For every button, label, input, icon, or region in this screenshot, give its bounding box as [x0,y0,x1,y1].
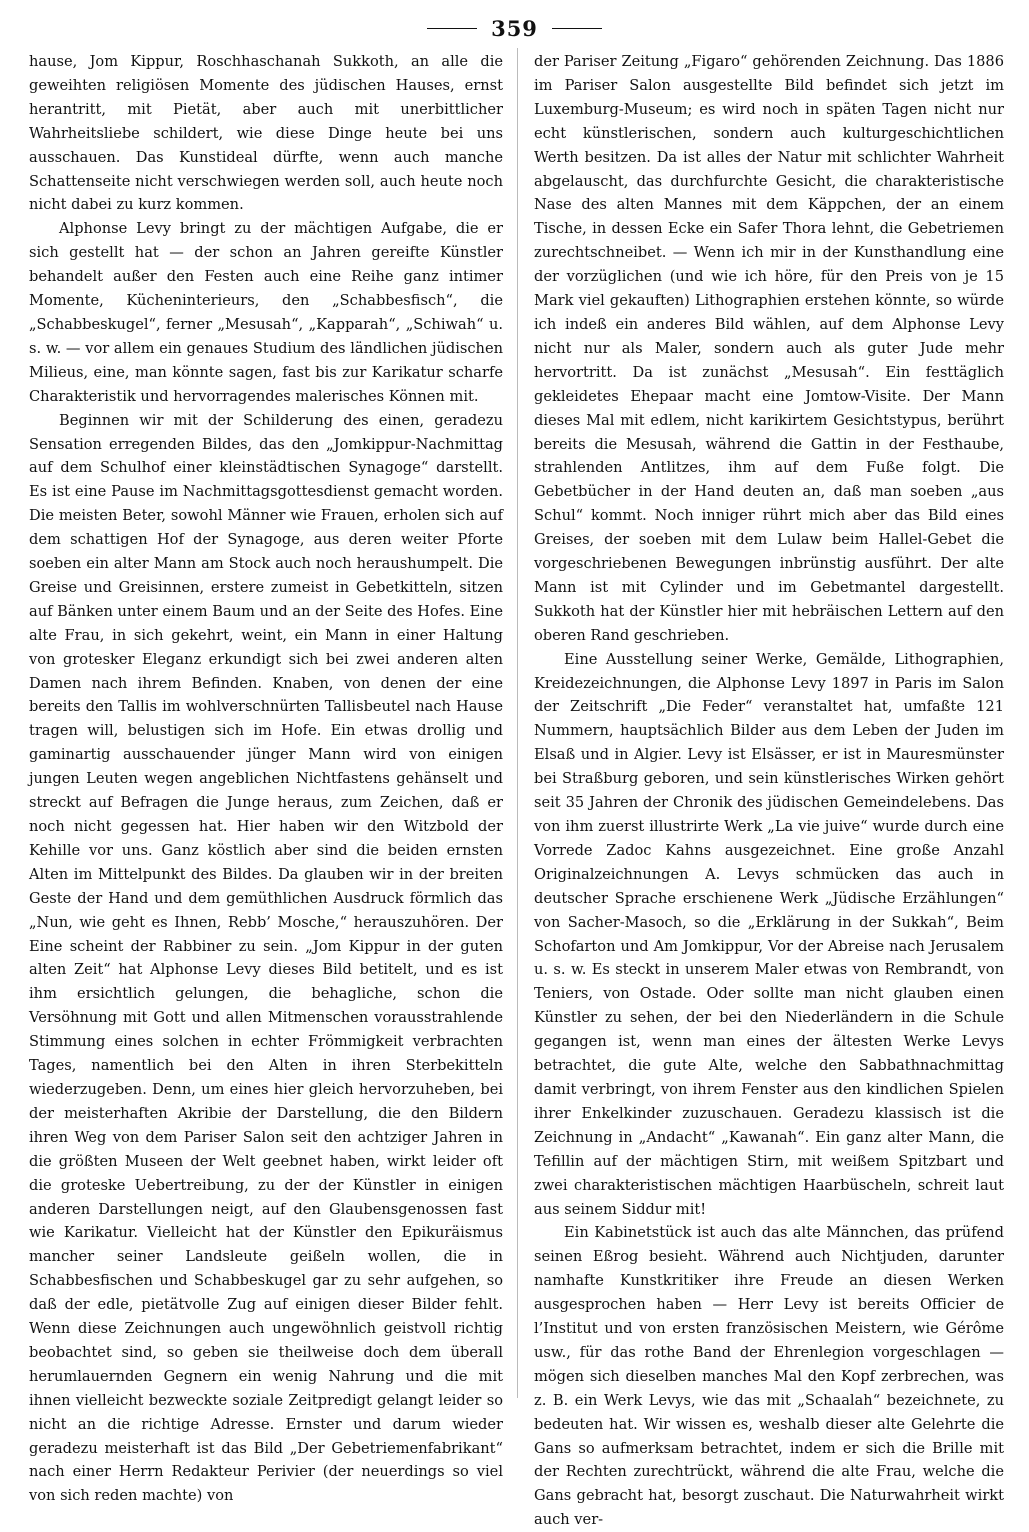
column-divider [517,48,518,1398]
right-column [534,50,1004,1529]
header-rule-right [552,28,602,29]
right-paragraph-2: Eine Ausstellung seiner Werke, Gemälde, Lithographien, Kreidezeichnungen, die Alphonse Levy 1897 in Paris im Salon der Zeitschrift „Die Feder“ veranstaltet hat, umfaßte 121 Nummern, hauptsächlich Bilder aus dem Leben der Juden im Elsaß und in Algier. Levy ist Elsässer, er ist in Mauresmünster bei Straßburg geboren, und sein künstlerisches Wirken gehört seit 35 Jahren der Chronik des jüdischen Gemeindelebens. Das von ihm zuerst illustrirte Werk „La vie juive“ wurde durch eine Vorrede Zadoc Kahns ausgezeichnet. Eine große Anzahl Originalzeichnungen A. Levys schmücken das auch in deutscher Sprache erschienene Werk „Jüdische Erzählungen“ von Sacher-Masoch, so die „Erklärung in der Sukkah“, Beim Schofarton und Am Jomkippur, Vor der Abreise nach Jerusalem u. s. w. Es steckt in unserem Maler etwas von Rembrandt, von Teniers, von Ostade. Oder sollte man nicht glauben einen Künstler zu sehen, der bei den Niederländern in die Schule gegangen ist, wenn man eines der ältesten Werke Levys betrachtet, die gute Alte, welche den Sabbathnachmittag damit verbringt, von ihrem Fenster aus den kindlichen Spielen ihrer Enkelkinder zuzuschauen. Geradezu klassisch ist die Zeichnung in „Andacht“ „Kawanah“. Ein ganz alter Mann, die Tefillin auf der mächtigen Stirn, mit weißem Spitzbart und zwei charakteristischen mächtigen Haarbüscheln, schreit laut aus seinem Siddur mit! [534,650,1004,1218]
left-column [29,50,503,1505]
page-header [0,16,1029,41]
left-paragraph-2: Alphonse Levy bringt zu der mächtigen Aufgabe, die er sich gestellt hat — der schon an Jahren gereifte Künstler behandelt außer den Festen auch eine Reihe ganz intimer Momente, Kücheninterieurs, den „Schabbesfisch“, die „Schabbeskugel“, ferner „Mesusah“, „Kapparah“, „Schiwah“ u. s. w. — vor allem ein genaues Studium des ländlichen jüdischen Milieus, eine, man könnte sagen, fast bis zur Karikatur scharfe Charakteristik und hervorragendes malerisches Können mit. [29,220,503,405]
right-paragraph-1: der Pariser Zeitung „Figaro“ gehörenden Zeichnung. Das 1886 im Pariser Salon ausgestellte Bild befindet sich jetzt im Luxemburg-Museum; es wird noch in späten Tagen nicht nur echt künstlerischen, sondern auch kulturgeschichtlichen Werth besitzen. Da ist alles der Natur mit schlichter Wahrheit abgelauscht, das durchfurchte Gesicht, die charakteristische Nase des alten Mannes mit dem Käppchen, der an einem Tische, in dessen Ecke ein Safer Thora lehnt, die Gebetriemen zurechtschneibet. — Wenn ich mir in der Kunsthandlung eine der vorzüglichen (und wie ich höre, für den Preis von je 15 Mark viel gekauften) Lithographien erstehen könnte, so würde ich indeß ein anderes Bild wählen, auf dem Alphonse Levy nicht nur als Maler, sondern auch als guter Jude mehr hervortritt. Da ist zunächst „Mesusah“. Ein festtäglich gekleidetes Ehepaar macht eine Jomtow-Visite. Der Mann dieses Mal mit edlem, nicht karikirtem Gesichtstypus, berührt bereits die Mesusah, während die Gattin in der Festhaube, strahlenden Antlitzes, ihm auf dem Fuße folgt. Die Gebetbücher in der Hand deuten an, daß man soeben „aus Schul“ kommt. Noch inniger rührt mich aber das Bild eines Greises, der soeben mit dem Lulaw beim Hallel-Gebet die vorgeschriebenen Bewegungen inbrünstig ausführt. Der alte Mann ist mit Cylinder und im Gebetmantel dargestellt. Sukkoth hat der Künstler hier mit hebräischen Lettern auf den oberen Rand geschrieben. [534,53,1004,644]
left-paragraph-1: hause, Jom Kippur, Roschhaschanah Sukkoth, an alle die geweihten religiösen Momente des jüdischen Hauses, ernst herantritt, mit Pietät, aber auch mit unerbittlicher Wahrheitsliebe schildert, wie diese Dinge heute bei uns ausschauen. Das Kunstideal dürfte, wenn auch manche Schattenseite nicht verschwiegen werden soll, auch heute noch nicht dabei zu kurz kommen. [29,53,503,214]
right-paragraph-3: Ein Kabinetstück ist auch das alte Männchen, das prüfend seinen Eßrog besieht. Während auch Nichtjuden, darunter namhafte Kunstkritiker ihre Freude an diesen Werken ausgesprochen haben — Herr Levy ist bereits Officier de l’Institut und von ersten französischen Meistern, wie Gérôme usw., für das rothe Band der Ehrenlegion vorgeschlagen — mögen sich dieselben manches Mal den Kopf zerbrechen, was z. B. ein Werk Levys, wie das mit „Schaalah“ bezeichnete, zu bedeuten hat. Wir wissen es, weshalb dieser alte Gelehrte die Gans so aufmerksam betrachtet, indem er sich die Brille mit der Rechten zurechtrückt, während die alte Frau, welche die Gans gebracht hat, besorgt zuschaut. Die Naturwahrheit wirkt auch ver- [534,1224,1004,1529]
left-paragraph-3: Beginnen wir mit der Schilderung des einen, geradezu Sensation erregenden Bildes, das den „Jomkippur-Nachmittag auf dem Schulhof einer kleinstädtischen Synagoge“ darstellt. Es ist eine Pause im Nachmittagsgottesdienst gemacht worden. Die meisten Beter, sowohl Männer wie Frauen, erholen sich auf dem schattigen Hof der Synagoge, aus deren weiter Pforte soeben ein alter Mann am Stock auch noch heraushumpelt. Die Greise und Greisinnen, erstere zumeist in Gebetkitteln, sitzen auf Bänken unter einem Baum und an der Seite des Hofes. Eine alte Frau, in sich gekehrt, weint, ein Mann in einer Haltung von grotesker Eleganz erkundigt sich bei zwei anderen alten Damen nach ihrem Befinden. Knaben, von denen der eine bereits den Tallis im wohlverschnürten Tallisbeutel nach Hause tragen will, belustigen sich im Hofe. Ein etwas drollig und gaminartig ausschauender jünger Mann wird von einigen jungen Leuten wegen angeblichen Nichtfastens gehänselt und streckt auf Befragen die Junge heraus, zum Zeichen, daß er noch nicht gegessen hat. Hier haben wir den Witzbold der Kehille vor uns. Ganz köstlich aber sind die beiden ernsten Alten im Mittelpunkt des Bildes. Da glauben wir in der breiten Geste der Hand und dem gemüthlichen Ausdruck förmlich das „Nun, wie geht es Ihnen, Rebb’ Mosche,“ herauszuhören. Der Eine scheint der Rabbiner zu sein. „Jom Kippur in der guten alten Zeit“ hat Alphonse Levy dieses Bild betitelt, und es ist ihm ersichtlich gelungen, die behagliche, schon die Versöhnung mit Gott und allen Mitmenschen vorausstrahlende Stimmung eines solchen in echter Frömmigkeit verbrachten Tages, namentlich bei den Alten in ihren Sterbekitteln wiederzugeben. Denn, um eines hier gleich hervorzuheben, bei der meisterhaften Akribie der Darstellung, die den Bildern ihren Weg von dem Pariser Salon seit den achtziger Jahren in die größten Museen der Welt geebnet haben, wirkt leider oft die groteske Uebertreibung, zu der der Künstler in einigen anderen Darstellungen neigt, auf den Glaubensgenossen fast wie Karikatur. Vielleicht hat der Künstler den Epikuräismus mancher seiner Landsleute geißeln wollen, die in Schabbesfischen und Schabbeskugel gar zu sehr aufgehen, so daß der edle, pietätvolle Zug auf einigen dieser Bilder fehlt. Wenn diese Zeichnungen auch ungewöhnlich geistvoll richtig beobachtet sind, so geben sie theilweise doch dem überall herumlauernden Gegnern ein wenig Nahrung und die mit ihnen vielleicht bezweckte soziale Zeitpredigt gelangt leider so nicht an die richtige Adresse. Ernster und darum wieder geradezu meisterhaft ist das Bild „Der Gebetriemenfabrikant“ nach einer Herrn Redakteur Perivier (der neuerdings so viel von sich reden machte) von [29,411,503,1505]
header-rule-left [427,28,477,29]
page-number: 359 [491,16,538,41]
